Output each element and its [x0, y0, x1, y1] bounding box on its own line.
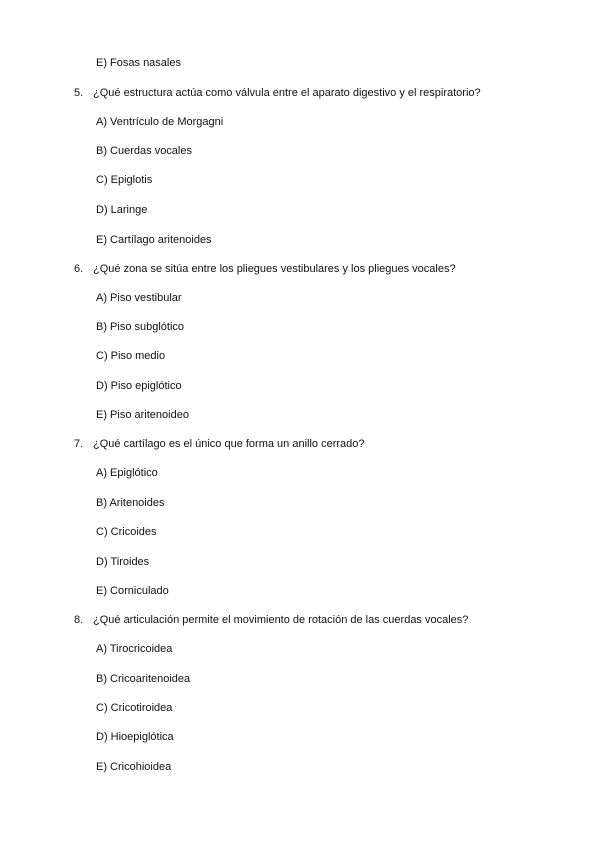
- question-8-option-a: A) Tirocricoidea: [96, 643, 173, 655]
- question-7-number: 7.: [74, 438, 84, 450]
- question-5-text: ¿Qué estructura actúa como válvula entre el aparato digestivo y el respiratorio?: [93, 87, 481, 99]
- question-6-option-a: A) Piso vestibular: [96, 292, 182, 304]
- option-e-fosas-nasales: E) Fosas nasales: [96, 57, 181, 69]
- question-8-text: ¿Qué articulación permite el movimiento de rotación de las cuerdas vocales?: [93, 614, 469, 626]
- question-7-option-c: C) Cricoides: [96, 526, 157, 538]
- question-8-option-b: B) Cricoaritenoidea: [96, 673, 191, 685]
- question-5-number: 5.: [74, 87, 84, 99]
- question-5-option-a: A) Ventrículo de Morgagni: [96, 116, 224, 128]
- question-6-option-d: D) Piso epiglótico: [96, 380, 182, 392]
- question-7-option-e: E) Corniculado: [96, 585, 169, 597]
- question-6-option-b: B) Piso subglótico: [96, 321, 185, 333]
- question-7-text: ¿Qué cartílago es el único que forma un anillo cerrado?: [93, 438, 365, 450]
- question-6-option-e: E) Piso aritenoideo: [96, 409, 189, 421]
- question-5-option-b: B) Cuerdas vocales: [96, 145, 192, 157]
- question-7-option-b: B) Aritenoides: [96, 497, 165, 509]
- question-5-option-c: C) Epiglotis: [96, 174, 153, 186]
- question-6-number: 6.: [74, 263, 84, 275]
- question-6-text: ¿Qué zona se sitúa entre los pliegues vestibulares y los pliegues vocales?: [93, 263, 456, 275]
- question-8-option-c: C) Cricotiroidea: [96, 702, 173, 714]
- question-5-option-e: E) Cartílago aritenoides: [96, 234, 212, 246]
- question-8-number: 8.: [74, 614, 84, 626]
- question-5-option-d: D) Laringe: [96, 204, 148, 216]
- question-7-option-a: A) Epiglótico: [96, 467, 158, 479]
- question-8-option-e: E) Cricohioidea: [96, 761, 172, 773]
- question-8-option-d: D) Hioepiglótica: [96, 731, 174, 743]
- question-7-option-d: D) Tiroides: [96, 556, 150, 568]
- question-6-option-c: C) Piso medio: [96, 350, 166, 362]
